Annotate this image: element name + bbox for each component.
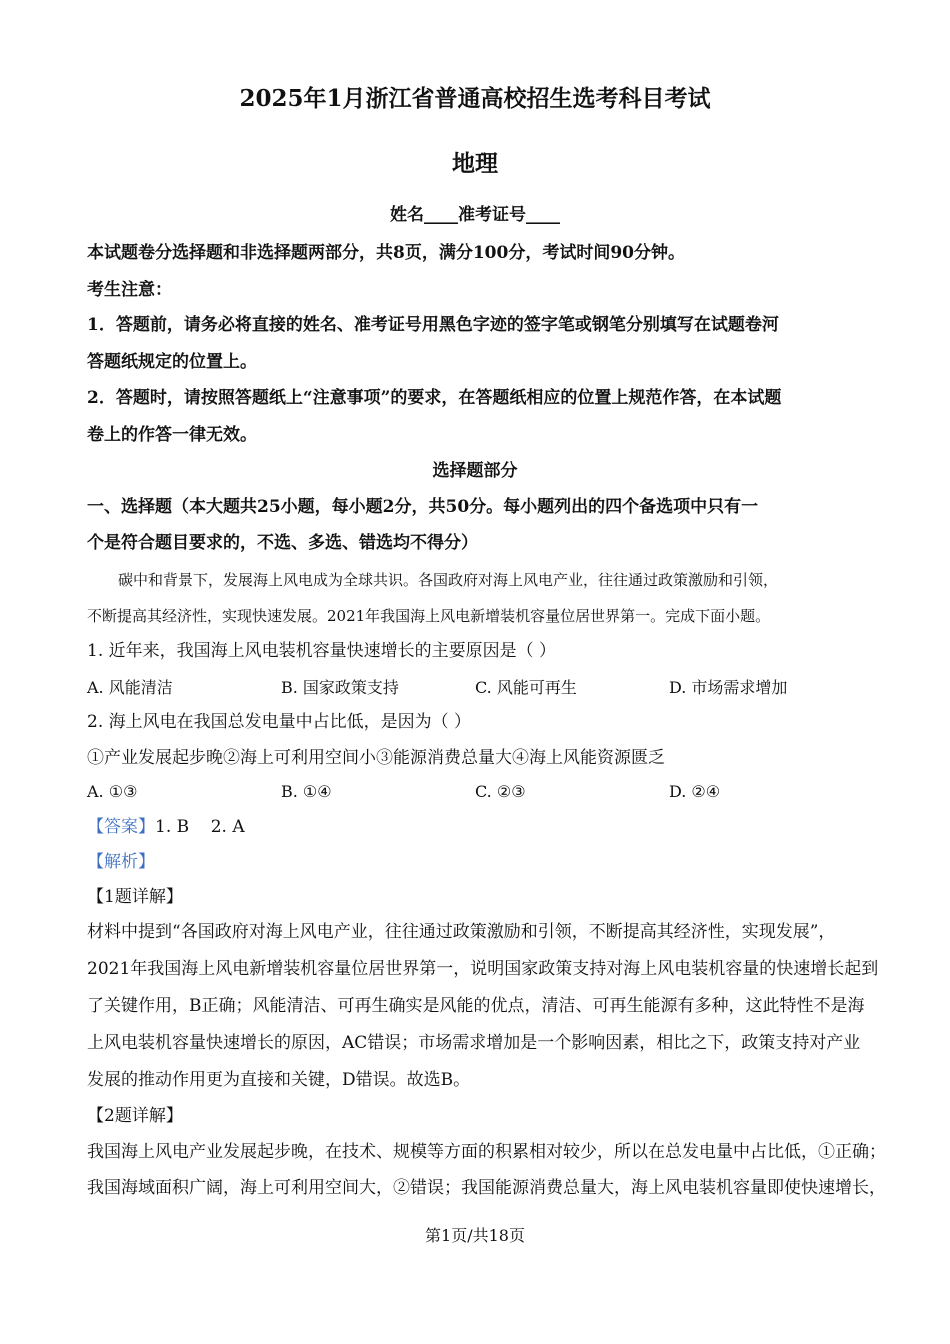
analysis-label: 【解析】 (87, 852, 155, 872)
detail-2-line: 我国海域面积广阔，海上可利用空间大，②错误；我国能源消费总量大，海上风电装机容量即使快速增长， (87, 1178, 886, 1198)
q1-option-b: B. 国家政策支持 (281, 678, 399, 697)
name-line: 姓名____准考证号____ (390, 205, 560, 225)
question-1-stem: 1. 近年来，我国海上风电装机容量快速增长的主要原因是（ ） (87, 641, 557, 661)
answer-line (87, 815, 245, 839)
q2-option-c: C. ②③ (475, 782, 526, 801)
answer-label: 【答案】 (87, 817, 155, 837)
notice-line: 卷上的作答一律无效。 (87, 425, 257, 445)
passage-line: 碳中和背景下，发展海上风电成为全球共识。各国政府对海上风电产业，往往通过政策激励和引领， (118, 571, 779, 589)
detail-1-line: 了关键作用，B正确；风能清洁、可再生确实是风能的优点，清洁、可再生能源有多种，这此特性不是海 (87, 996, 865, 1016)
detail-2-line: 我国海上风电产业发展起步晚，在技术、规模等方面的积累相对较少，所以在总发电量中占比低，①正确； (87, 1142, 886, 1162)
notice-line: 2．答题时，请按照答题纸上“注意事项”的要求，在答题纸相应的位置上规范作答，在本试题 (87, 388, 782, 408)
q1-option-d: D. 市场需求增加 (669, 678, 788, 697)
exam-title: 2025年1月浙江省普通高校招生选考科目考试 (239, 85, 711, 112)
q2-option-a: A. ①③ (87, 782, 138, 801)
part-heading: 个是符合题目要求的，不选、多选、错选均不得分） (87, 533, 478, 553)
subject-title: 地理 (452, 150, 498, 177)
q1-option-a: A. 风能清洁 (87, 678, 173, 697)
notice-line: 答题纸规定的位置上。 (87, 352, 257, 372)
detail-1-line: 发展的推动作用更为直接和关键，D错误。故选B。 (87, 1070, 471, 1090)
section-title: 选择题部分 (432, 461, 518, 481)
page-footer: 第1页/共18页 (425, 1226, 525, 1245)
q1-option-c: C. 风能可再生 (475, 678, 577, 697)
answer-text: 1. B 2. A (155, 817, 245, 837)
q2-option-b: B. ①④ (281, 782, 332, 801)
notice-line: 1．答题前，请务必将直接的姓名、准考证号用黑色字迹的签字笔或钢笔分别填写在试题卷河 (87, 315, 779, 335)
detail-2-label: 【2题详解】 (87, 1106, 183, 1126)
q2-option-d: D. ②④ (669, 782, 721, 801)
question-2-statements: ①产业发展起步晚②海上可利用空间小③能源消费总量大④海上风能资源匮乏 (87, 748, 665, 768)
detail-1-line: 2021年我国海上风电新增装机容量位居世界第一，说明国家政策支持对海上风电装机容量的快速增长起到 (87, 959, 879, 979)
part-heading: 一、选择题（本大题共25小题，每小题2分，共50分。每小题列出的四个备选项中只有一 (87, 497, 759, 517)
passage-line: 不断提高其经济性，实现快速发展。2021年我国海上风电新增装机容量位居世界第一。完成下面小题。 (87, 607, 771, 625)
detail-1-line: 上风电装机容量快速增长的原因，AC错误；市场需求增加是一个影响因素，相比之下，政策支持对产业 (87, 1033, 861, 1053)
question-2-stem: 2. 海上风电在我国总发电量中占比低，是因为（ ） (87, 712, 472, 732)
intro: 本试题卷分选择题和非选择题两部分，共8页，满分100分，考试时间90分钟。 (87, 243, 685, 263)
detail-1-label: 【1题详解】 (87, 887, 183, 907)
notice-heading: 考生注意： (87, 280, 172, 300)
detail-1-line: 材料中提到“各国政府对海上风电产业，往往通过政策激励和引领，不断提高其经济性，实现发展”， (87, 922, 836, 942)
